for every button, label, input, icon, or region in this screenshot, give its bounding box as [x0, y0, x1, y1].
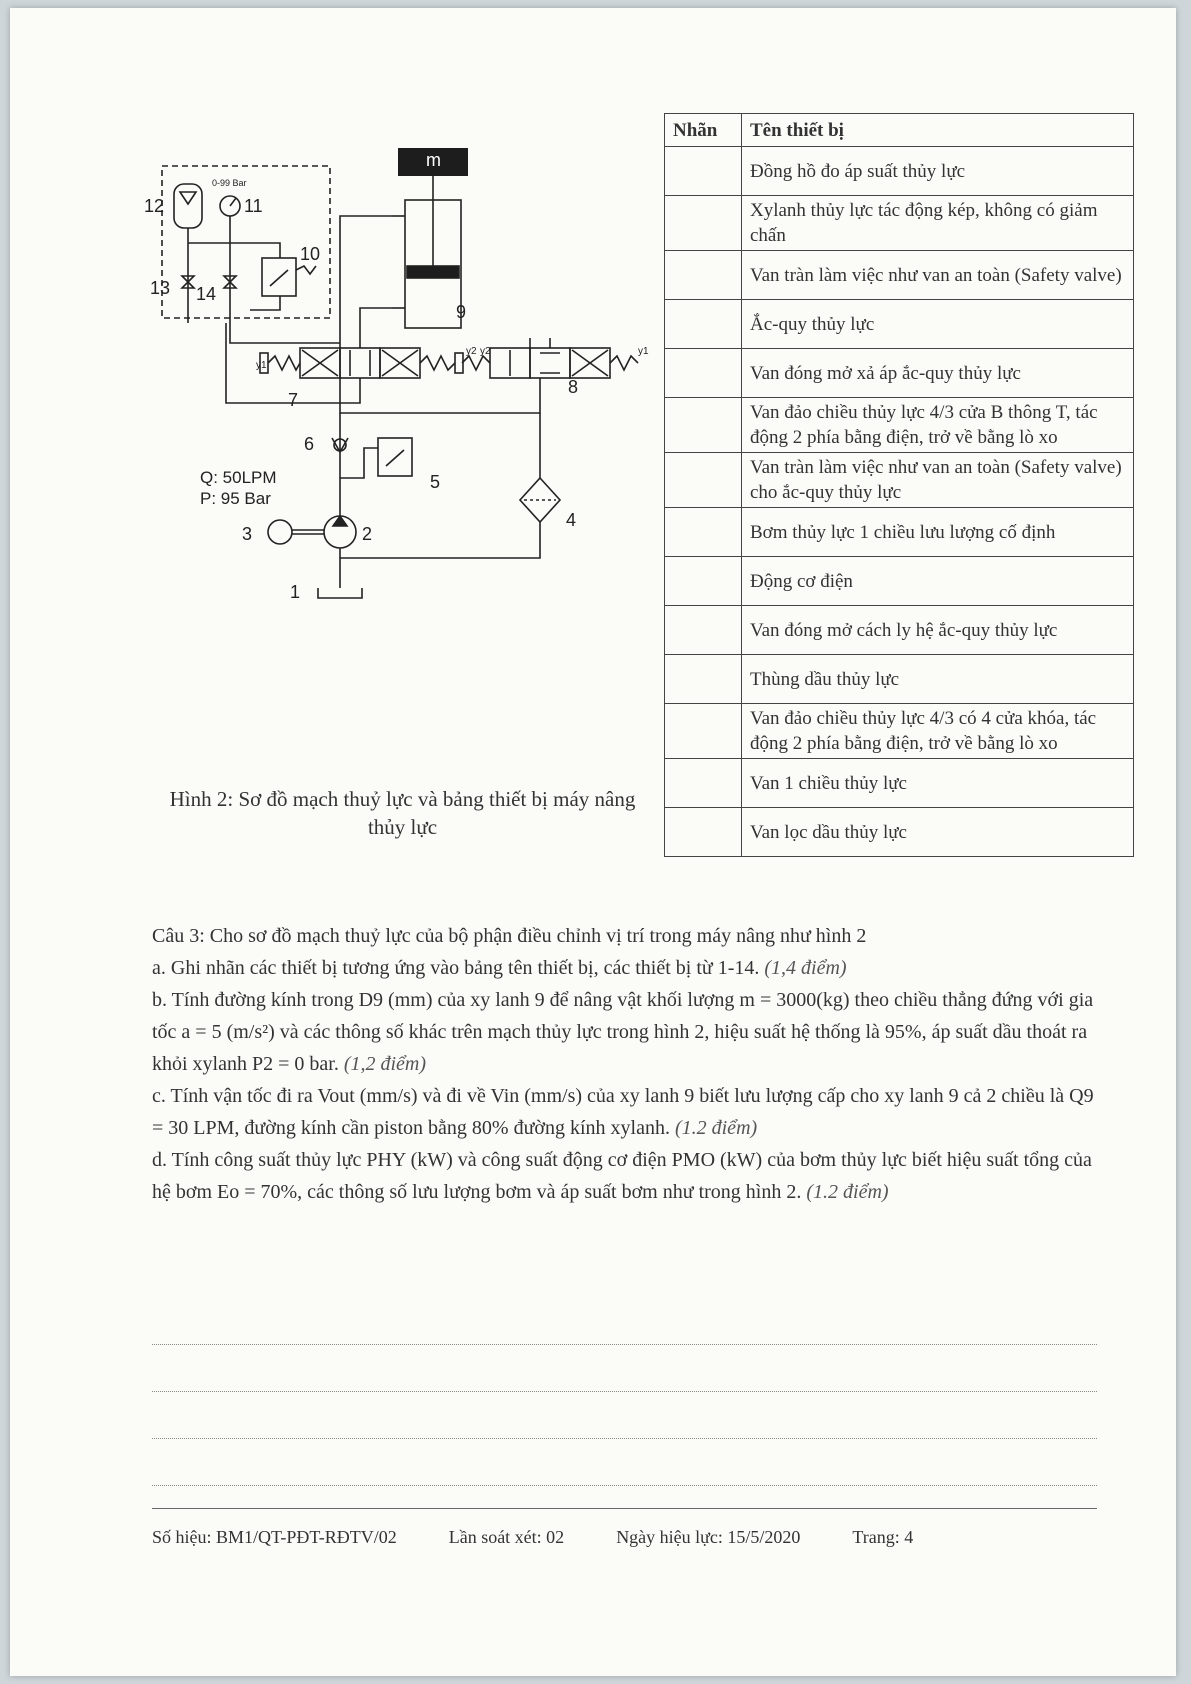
device-name: Xylanh thủy lực tác động kép, không có giảm chấn	[742, 196, 1134, 251]
label-cell[interactable]	[665, 398, 742, 453]
question-part-d: d. Tính công suất thủy lực PHY (kW) và công suất động cơ điện PMO (kW) của bơm thủy lực biết hiệu suất tổng của hệ bơm Eo = 70%, các thông số lưu lượng bơm và áp suất bơm như trong hình 2. (1.2 điểm)	[152, 1149, 1092, 1203]
question-part-a: a. Ghi nhãn các thiết bị tương ứng vào bảng tên thiết bị, các thiết bị từ 1-14. (1,4 điểm)	[152, 957, 847, 979]
device-name: Van lọc dầu thủy lực	[742, 808, 1134, 857]
oil-tank-1	[318, 588, 362, 598]
device-name: Van tràn làm việc như van an toàn (Safety valve)	[742, 251, 1134, 300]
figure-caption: Hình 2: Sơ đồ mạch thuỷ lực và bảng thiết bị máy nâng thủy lực	[169, 787, 636, 839]
label-12: 12	[144, 196, 165, 216]
table-row	[665, 147, 1134, 196]
header-device-name: Tên thiết bị	[742, 114, 1134, 147]
coil-label: y1	[256, 360, 267, 371]
table-row	[665, 398, 1134, 453]
table-row	[665, 300, 1134, 349]
flow-label: Q: 50LPM	[200, 468, 277, 487]
label-cell[interactable]	[665, 349, 742, 398]
label-3: 3	[242, 524, 253, 544]
directional-valve-7	[260, 348, 463, 378]
device-name: Van tràn làm việc như van an toàn (Safety valve) cho ắc-quy thủy lực	[742, 453, 1134, 508]
label-11: 11	[244, 196, 263, 216]
question-3	[152, 920, 1097, 1208]
accumulator-12	[174, 184, 202, 228]
device-name: Động cơ điện	[742, 557, 1134, 606]
table-row	[665, 251, 1134, 300]
answer-line[interactable]	[152, 1345, 1097, 1392]
device-name: Van đảo chiều thủy lực 4/3 cửa B thông T, tác động 2 phía bằng điện, trở về bằng lò xo	[742, 398, 1134, 453]
directional-valve-8	[462, 338, 638, 378]
device-name: Van đóng mở xả áp ắc-quy thủy lực	[742, 349, 1134, 398]
label-cell[interactable]	[665, 759, 742, 808]
mass-label: m	[426, 150, 441, 170]
answer-line[interactable]	[152, 1439, 1097, 1486]
table-row	[665, 508, 1134, 557]
device-name: Van 1 chiều thủy lực	[742, 759, 1134, 808]
device-name: Van đảo chiều thủy lực 4/3 có 4 cửa khóa, tác động 2 phía bằng điện, trở về bằng lò xo	[742, 704, 1134, 759]
table-row	[665, 606, 1134, 655]
answer-line[interactable]	[152, 1298, 1097, 1345]
question-part-b: b. Tính đường kính trong D9 (mm) của xy lanh 9 để nâng vật khối lượng m = 3000(kg) theo chiều thẳng đứng với gia tốc a = 5 (m/s²) và các thông số khác trên mạch thủy lực trong hình 2, hiệu suất hệ thống là 95%, áp suất dầu thoát ra khỏi xylanh P2 = 0 bar. (1,2 điểm)	[152, 989, 1094, 1075]
label-2: 2	[362, 524, 373, 544]
label-6: 6	[304, 434, 315, 454]
table-row	[665, 808, 1134, 857]
header-label: Nhãn	[665, 114, 742, 147]
label-cell[interactable]	[665, 704, 742, 759]
table-row	[665, 349, 1134, 398]
device-name: Thùng dầu thủy lực	[742, 655, 1134, 704]
label-cell[interactable]	[665, 453, 742, 508]
label-cell[interactable]	[665, 251, 742, 300]
table-row	[665, 453, 1134, 508]
label-1: 1	[290, 582, 301, 602]
page-footer	[152, 1508, 1097, 1548]
table-row	[665, 655, 1134, 704]
table-row	[665, 759, 1134, 808]
label-13: 13	[150, 278, 171, 298]
label-10: 10	[300, 244, 321, 264]
label-cell[interactable]	[665, 508, 742, 557]
table-row	[665, 557, 1134, 606]
device-name: Van đóng mở cách ly hệ ắc-quy thủy lực	[742, 606, 1134, 655]
pressure-label: P: 95 Bar	[200, 489, 271, 508]
gauge-range-label: 0-99 Bar	[212, 178, 247, 188]
label-cell[interactable]	[665, 808, 742, 857]
question-part-c: c. Tính vận tốc đi ra Vout (mm/s) và đi về Vin (mm/s) của xy lanh 9 biết lưu lượng cấp cho xy lanh 9 cả 2 chiều là Q9 = 30 LPM, đường kính cần piston bằng 80% đường kính xylanh. (1.2 điểm)	[152, 1085, 1094, 1139]
label-cell[interactable]	[665, 655, 742, 704]
hydraulic-circuit-diagram	[140, 148, 660, 668]
electric-motor-3	[268, 520, 292, 544]
device-table	[664, 113, 1134, 857]
device-name: Bơm thủy lực 1 chiều lưu lượng cố định	[742, 508, 1134, 557]
effective-date: Ngày hiệu lực: 15/5/2020	[616, 1527, 801, 1547]
coil-label: y2	[466, 346, 477, 357]
device-name: Đồng hồ đo áp suất thủy lực	[742, 147, 1134, 196]
label-9: 9	[456, 302, 467, 322]
device-name: Ắc-quy thủy lực	[742, 300, 1134, 349]
table-row	[665, 196, 1134, 251]
label-cell[interactable]	[665, 557, 742, 606]
page-number: Trang: 4	[852, 1527, 914, 1547]
question-title: Câu 3: Cho sơ đồ mạch thuỷ lực của bộ phận điều chỉnh vị trí trong máy nâng như hình 2	[152, 925, 867, 947]
exam-page	[10, 8, 1176, 1676]
label-7: 7	[288, 390, 299, 410]
label-cell[interactable]	[665, 606, 742, 655]
answer-line[interactable]	[152, 1392, 1097, 1439]
label-cell[interactable]	[665, 196, 742, 251]
label-4: 4	[566, 510, 577, 530]
coil-label: y1	[638, 346, 649, 357]
label-5: 5	[430, 472, 441, 492]
document-code: Số hiệu: BM1/QT-PĐT-RĐTV/02	[152, 1527, 397, 1547]
label-cell[interactable]	[665, 147, 742, 196]
revision: Lần soát xét: 02	[448, 1527, 565, 1547]
answer-lines[interactable]	[152, 1298, 1097, 1486]
table-row	[665, 704, 1134, 759]
label-cell[interactable]	[665, 300, 742, 349]
label-8: 8	[568, 377, 579, 397]
coil-label: y2	[480, 346, 491, 357]
label-14: 14	[196, 284, 217, 304]
